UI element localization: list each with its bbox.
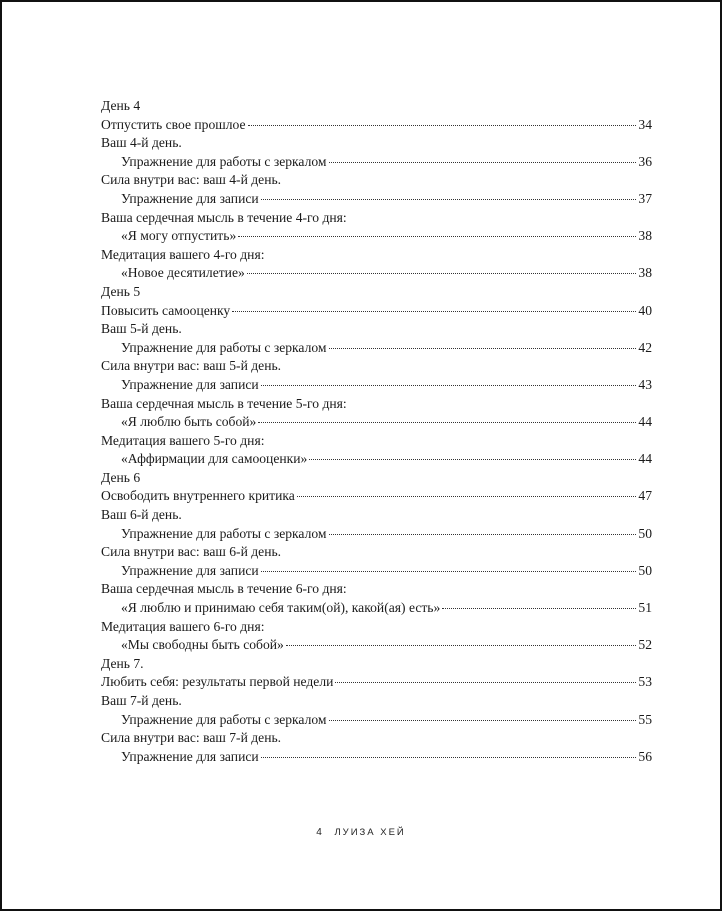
dot-leader: [297, 496, 637, 497]
toc-entry-title: «Я могу отпустить»: [121, 228, 237, 244]
toc-entry: [101, 636, 652, 655]
toc-entry-title: Упражнение для записи: [121, 562, 259, 578]
toc-entry: [101, 450, 652, 469]
dot-leader: [261, 757, 637, 758]
dot-leader: [335, 682, 636, 683]
toc-entry: [101, 227, 652, 246]
toc-page-number: 36: [638, 153, 652, 169]
toc-section-heading: Ваш 6-й день.: [101, 507, 182, 523]
dot-leader: [238, 236, 636, 237]
table-of-contents: [101, 97, 652, 766]
dot-leader: [329, 348, 637, 349]
toc-page-number: 56: [638, 748, 652, 764]
dot-leader: [261, 199, 637, 200]
toc-entry-title: «Мы свободны быть собой»: [121, 637, 284, 653]
dot-leader: [261, 385, 637, 386]
toc-entry: [101, 190, 652, 209]
toc-page-number: 44: [638, 414, 652, 430]
toc-section-heading: День 4: [101, 98, 141, 113]
dot-leader: [442, 608, 636, 609]
toc-entry-title: «Новое десятилетие»: [121, 265, 245, 281]
toc-page-number: 37: [638, 190, 652, 206]
toc-entry: [101, 376, 652, 395]
toc-section-heading: День 5: [101, 283, 141, 299]
dot-leader: [329, 720, 637, 721]
dot-leader: [258, 422, 636, 423]
toc-section-heading: Сила внутри вас: ваш 6-й день.: [101, 544, 282, 560]
toc-section-heading: Медитация вашего 5-го дня:: [101, 432, 265, 448]
toc-section-heading: День 7.: [101, 655, 144, 671]
toc-page-number: 34: [638, 116, 652, 132]
toc-page-number: 42: [638, 339, 652, 355]
toc-entry: [101, 487, 652, 506]
toc-entry-title: Упражнение для работы с зеркалом: [121, 525, 327, 541]
page-footer: [2, 827, 720, 838]
dot-leader: [286, 645, 637, 646]
dot-leader: [261, 571, 637, 572]
toc-entry: [101, 413, 652, 432]
toc-section-heading: Сила внутри вас: ваш 7-й день.: [101, 730, 282, 746]
toc-section-heading: Сила внутри вас: ваш 5-й день.: [101, 358, 282, 374]
toc-section-heading: Ваша сердечная мысль в течение 6-го дня:: [101, 581, 347, 597]
toc-entry-title: Освободить внутреннего критика: [101, 488, 295, 504]
toc-page-number: 40: [638, 302, 652, 318]
toc-page-number: 51: [638, 600, 652, 616]
toc-section-heading: Медитация вашего 6-го дня:: [101, 618, 265, 634]
toc-section-heading: Ваша сердечная мысль в течение 4-го дня:: [101, 209, 347, 225]
toc-entry-title: Отпустить свое прошлое: [101, 116, 246, 132]
toc-entry: [101, 264, 652, 283]
toc-entry: [101, 673, 652, 692]
toc-page-number: 53: [638, 674, 652, 690]
toc-entry-title: Упражнение для записи: [121, 376, 259, 392]
toc-entry: [101, 153, 652, 172]
toc-entry: [101, 599, 652, 618]
toc-section-heading: День 6: [101, 469, 141, 485]
dot-leader: [329, 534, 637, 535]
toc-entry-title: «Я люблю и принимаю себя таким(ой), какой(ая) есть»: [121, 600, 441, 616]
toc-page-number: 50: [638, 562, 652, 578]
toc-entry: [101, 339, 652, 358]
toc-section-heading: Ваш 5-й день.: [101, 321, 182, 337]
toc-entry-title: Любить себя: результаты первой недели: [101, 674, 334, 690]
toc-entry-title: Повысить самооценку: [101, 302, 231, 318]
page-number: 4: [316, 827, 322, 838]
toc-entry-title: «Я люблю быть собой»: [121, 414, 257, 430]
toc-page-number: 38: [638, 228, 652, 244]
toc-entry-title: Упражнение для работы с зеркалом: [121, 339, 327, 355]
toc-section-heading: Ваш 4-й день.: [101, 135, 182, 151]
dot-leader: [329, 162, 637, 163]
toc-section-heading: Медитация вашего 4-го дня:: [101, 246, 265, 262]
toc-entry-title: «Аффирмации для самооценки»: [121, 451, 308, 467]
toc-entry: [101, 525, 652, 544]
toc-entry: [101, 711, 652, 730]
toc-entry-title: Упражнение для записи: [121, 748, 259, 764]
toc-page-number: 47: [638, 488, 652, 504]
toc-page-number: 44: [638, 451, 652, 467]
dot-leader: [248, 125, 637, 126]
toc-entry: [101, 302, 652, 321]
running-author: ЛУИЗА ХЕЙ: [334, 827, 406, 838]
toc-entry: [101, 562, 652, 581]
dot-leader: [247, 273, 637, 274]
toc-page-number: 52: [638, 637, 652, 653]
toc-section-heading: Ваш 7-й день.: [101, 693, 182, 708]
toc-entry-title: Упражнение для записи: [121, 190, 259, 206]
toc-section-heading: Ваша сердечная мысль в течение 5-го дня:: [101, 395, 347, 411]
toc-entry: [101, 748, 652, 767]
toc-section-heading: Сила внутри вас: ваш 4-й день.: [101, 172, 282, 188]
toc-entry-title: Упражнение для работы с зеркалом: [121, 711, 327, 727]
toc-entry: [101, 116, 652, 135]
dot-leader: [232, 311, 636, 312]
toc-page-number: 50: [638, 525, 652, 541]
toc-page-number: 43: [638, 376, 652, 392]
dot-leader: [309, 459, 636, 460]
toc-page-number: 55: [638, 711, 652, 727]
toc-page-number: 38: [638, 265, 652, 281]
toc-entry-title: Упражнение для работы с зеркалом: [121, 153, 327, 169]
